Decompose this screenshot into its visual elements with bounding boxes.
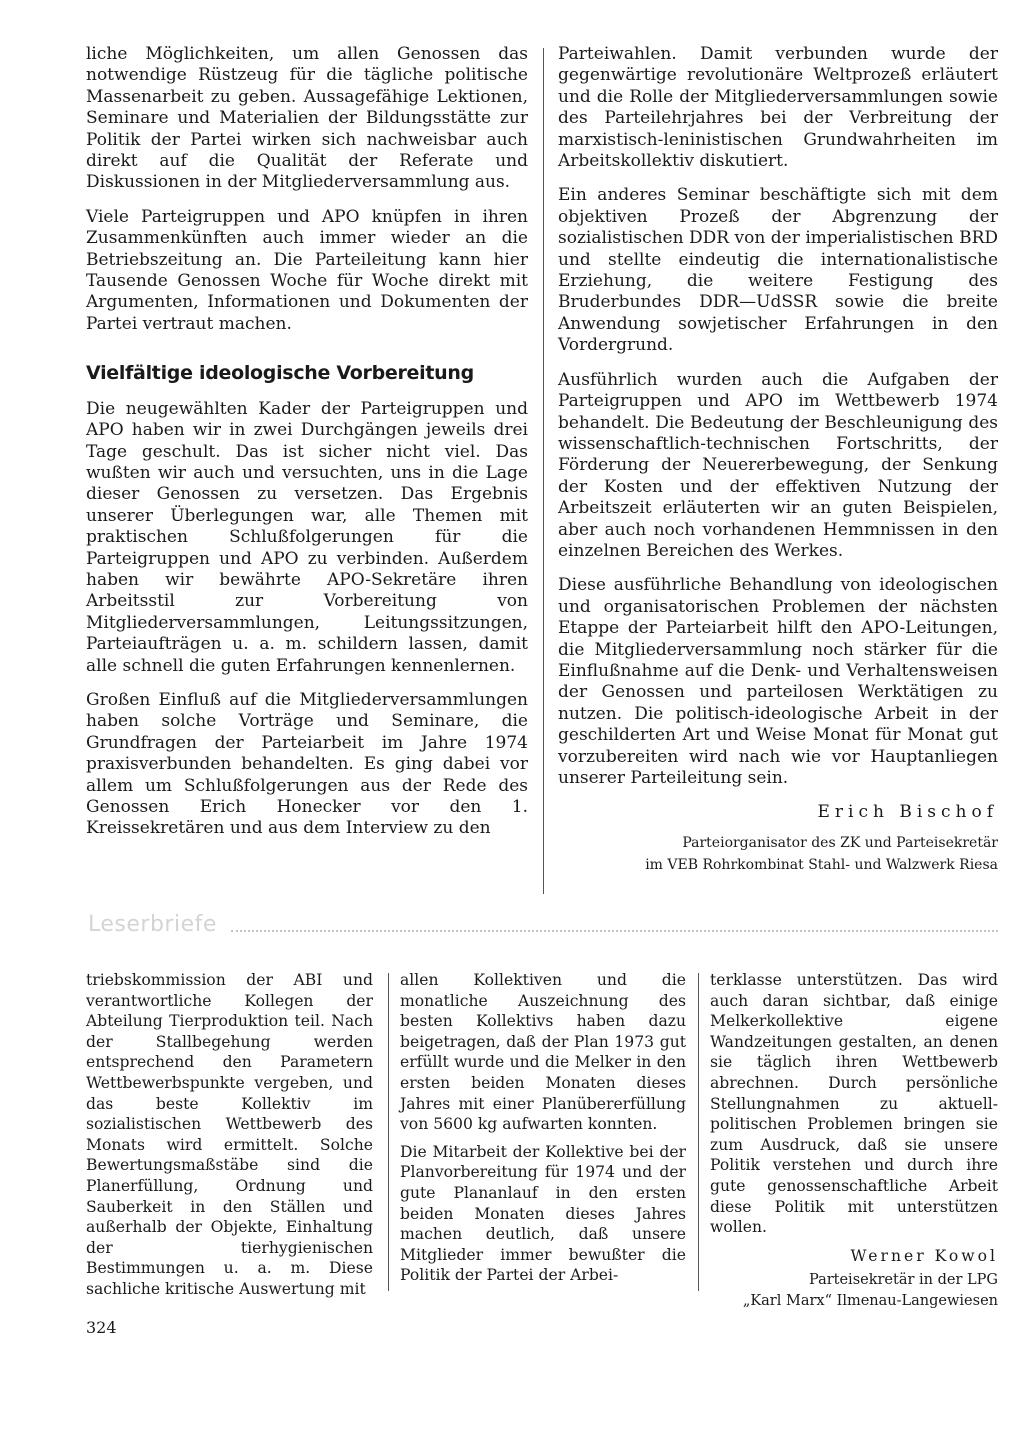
article-paragraph: Ausführlich wurden auch die Aufgaben der Parteigruppen und APO im Wettbewerb 1974 behandelt. Die Bedeutung der Beschleunigung des wissenschaftlich-technischen Fortschritts, der Förderung der Neuererbewegung, der Senkung der Kosten und der effektiven Nutzung der Arbeitszeit erläuterten wir an guten Beispielen, aber auch noch vorhandenen Hemmnissen in den einzelnen Bereichen des Werkes. xyxy=(558,369,998,561)
article-paragraph: Die neugewählten Kader der Parteigruppen und APO haben wir in zwei Durchgängen jeweils drei Tage geschult. Das ist sicher nicht viel. Das wußten wir auch und versuchten, uns in die Lage dieser Genossen zu versetzen. Das Ergebnis unserer Überlegungen war, alle Themen mit praktischen Schlußfolgerungen für die Parteigruppen und APO zu verbinden. Außerdem haben wir bewährte APO-Sekretäre ihren Arbeitsstil zur Vorbereitung von Mitgliederversammlungen, Leitungssitzungen, Parteiaufträgen u. a. m. schildern lassen, damit alle schnell die guten Erfahrungen kennenlernen. xyxy=(86,398,528,676)
letter-paragraph: Die Mitarbeit der Kollektive bei der Planvorbereitung für 1974 und der gute Plananlauf in den ersten beiden Monaten dieses Jahres machen deutlich, daß unsere Mitglieder immer bewußter die Politik der Partei der Arbei- xyxy=(400,1142,686,1285)
letter-column-1 xyxy=(86,970,373,1307)
author-name: Erich Bischof xyxy=(817,802,998,823)
letter-author-name: Werner Kowol xyxy=(850,1246,998,1265)
page-number: 324 xyxy=(86,1318,117,1337)
letter-paragraph: allen Kollektiven und die monatliche Auszeichnung des besten Kollektivs haben dazu beigetragen, daß der Plan 1973 gut erfüllt wurde und die Melker in den ersten beiden Monaten dieses Jahres mit einer Planübererfüllung von 5600 kg aufwarten konnten. xyxy=(400,971,686,1134)
author-role-line: im VEB Rohrkombinat Stahl- und Walzwerk Riesa xyxy=(645,856,998,873)
letter-paragraph: terklasse unterstützen. Das wird auch daran sichtbar, daß einige Melkerkollektive eigene Wandzeitungen gestalten, an denen sie täglich ihren Wettbewerb abrechnen. Durch persönliche Stellungnahmen zu aktuell-politischen Problemen bringen sie zum Ausdruck, daß sie unsere Politik verstehen und durch ihre gute genossenschaftliche Arbeit diese Politik mit unterstützen wollen. xyxy=(710,971,998,1237)
rubric-dotted-line xyxy=(231,930,998,932)
letter-author-role-line: Parteisekretär in der LPG xyxy=(808,1272,998,1289)
article-column-right xyxy=(558,44,998,876)
article-paragraph: Parteiwahlen. Damit verbunden wurde der gegenwärtige revolutionäre Weltprozeß erläutert und die Rolle der Mitgliederversammlungen sowie des Parteilehrjahres bei der Verbreitung der marxistisch-leninistischen Grundwahrheiten im Arbeitskollektiv diskutiert. xyxy=(558,44,998,172)
section-heading: Vielfältige ideologische Vorbereitung xyxy=(86,362,474,385)
author-role-line: Parteiorganisator des ZK und Parteisekretär xyxy=(682,834,998,851)
article-column-left xyxy=(86,44,528,853)
article-paragraph: Ein anderes Seminar beschäftigte sich mit dem objektiven Prozeß der Abgrenzung der sozialistischen DDR von der imperialistischen BRD und stellte eindeutig die internationalistische Erziehung, die weitere Festigung des Bruderbundes DDR—UdSSR sowie die breite Anwendung sowjetischer Erfahrungen in den Vordergrund. xyxy=(558,185,998,356)
article-paragraph: Diese ausführliche Behandlung von ideologischen und organisatorischen Problemen der nächsten Etappe der Parteiarbeit hilft den APO-Leitungen, die Mitgliederversammlung noch stärker für die Einflußnahme auf die Denk- und Verhaltensweisen der Genossen und parteilosen Werktätigen zu nutzen. Die politisch-ideologische Arbeit in der geschilderten Art und Weise Monat für Monat gut vorzubereiten wird nach wie vor Hauptanliegen unserer Parteileitung sein. xyxy=(558,575,998,788)
rubric-band xyxy=(86,912,998,944)
letter-author-role-line: „Karl Marx“ Ilmenau-Langewiesen xyxy=(742,1293,998,1310)
letter-paragraph: triebskommission der ABI und verantwortliche Kollegen der Abteilung Tierproduktion teil. Nach der Stallbegehung werden entsprechend den Parametern Wettbewerbspunkte vergeben, und das beste Kollektiv im sozialistischen Wettbewerb des Monats wird ermittelt. Solche Bewertungsmaßstäbe sind die Planerfüllung, Ordnung und Sauberkeit in den Ställen und außerhalb der Objekte, Einhaltung der tierhygienischen Bestimmungen u. a. m. Diese sachliche kritische Auswertung mit xyxy=(86,971,373,1298)
letter-column-2 xyxy=(400,970,686,1293)
article-paragraph: Viele Parteigruppen und APO knüpfen in ihren Zusammenkünften auch immer wieder an die Betriebszeitung an. Die Parteileitung kann hier Tausende Genossen Woche für Woche direkt mit Argumenten, Informationen und Dokumenten der Partei vertraut machen. xyxy=(86,206,528,334)
column-divider xyxy=(698,973,699,1291)
rubric-label: Leserbriefe xyxy=(88,912,217,937)
article-paragraph: Großen Einfluß auf die Mitgliederversammlungen haben solche Vorträge und Seminare, die Grundfragen der Parteiarbeit im Jahre 1974 praxisverbunden behandelten. Es ging dabei vor allem um Schlußfolgerungen aus der Rede des Genossen Erich Honecker vor den 1. Kreissekretären und aus dem Interview zu den xyxy=(86,689,528,839)
column-divider xyxy=(543,48,544,894)
letter-column-3 xyxy=(710,970,998,1312)
column-divider xyxy=(388,973,389,1291)
article-paragraph: liche Möglichkeiten, um allen Genossen das notwendige Rüstzeug für die tägliche politische Massenarbeit zu geben. Aussagefähige Lektionen, Seminare und Materialien der Bildungsstätte zur Politik der Partei wirken sich nachweisbar auch direkt auf die Qualität der Referate und Diskussionen in der Mitgliederversammlung aus. xyxy=(86,44,528,193)
